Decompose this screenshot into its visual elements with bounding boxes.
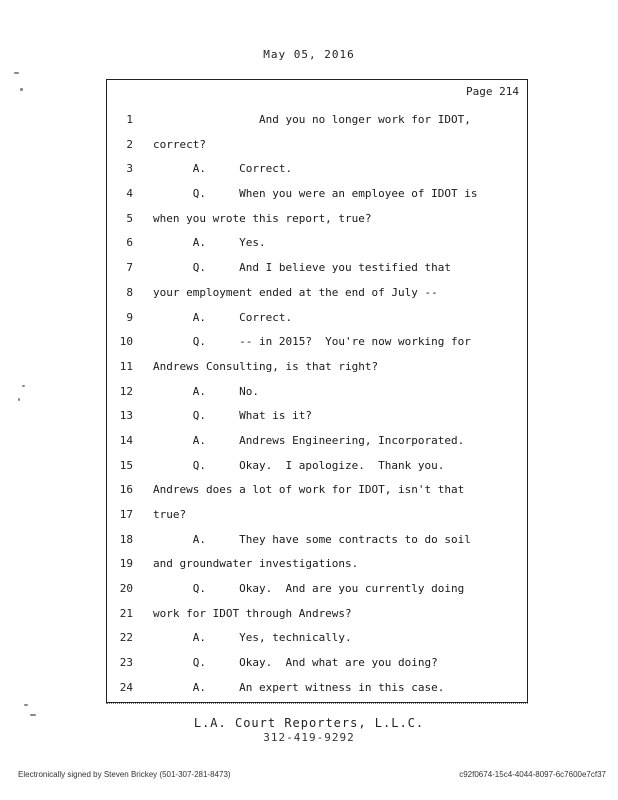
line-text: work for IDOT through Andrews? [153, 606, 352, 620]
transcript-line [107, 182, 527, 207]
line-text: Q. What is it? [153, 409, 312, 423]
line-number: 4 [126, 187, 133, 201]
line-text: Andrews Consulting, is that right? [153, 359, 379, 373]
transcript-line [107, 478, 527, 503]
line-text: Q. Okay. And are you currently doing [153, 582, 465, 596]
line-number: 18 [119, 532, 133, 546]
document-hash: c92f0674-15c4-4044-8097-6c7600e7cf37 [459, 770, 606, 779]
line-number: 7 [126, 261, 133, 275]
scan-speck [20, 88, 23, 91]
transcript-line [107, 330, 527, 355]
transcript-line [107, 355, 527, 380]
line-number: 24 [119, 680, 133, 694]
line-text: and groundwater investigations. [153, 557, 359, 571]
line-number: 8 [126, 285, 133, 299]
line-number: 16 [119, 483, 133, 497]
line-text: A. They have some contracts to do soil [153, 532, 471, 546]
reporter-phone: 312-419-9292 [263, 731, 355, 744]
transcript-line [107, 602, 527, 627]
line-text: Q. Okay. And what are you doing? [153, 656, 438, 670]
transcript-line [107, 552, 527, 577]
transcript-line [107, 404, 527, 429]
line-number: 17 [119, 508, 133, 521]
line-text: Q. Okay. I apologize. Thank you. [153, 458, 445, 472]
scan-speck [30, 714, 36, 716]
line-text: Q. And I believe you testified that [153, 261, 452, 275]
line-number: 19 [119, 557, 133, 571]
line-text: A. No. [153, 384, 259, 398]
electronic-signature-note: Electronically signed by Steven Brickey (501-307-281-8473) [18, 770, 231, 779]
line-text: A. Correct. [153, 310, 293, 324]
transcript-line [107, 626, 527, 651]
transcript-line [107, 256, 527, 281]
line-number: 9 [126, 310, 133, 324]
scan-speck [24, 704, 28, 706]
transcript-line [107, 157, 527, 182]
line-text: A. Correct. [153, 162, 293, 176]
transcript-line [107, 380, 527, 405]
transcript-line [107, 207, 527, 232]
transcript-frame [106, 79, 528, 703]
line-number: 12 [119, 384, 133, 398]
line-number: 10 [119, 335, 133, 349]
line-text: A. Andrews Engineering, Incorporated. [153, 433, 465, 447]
line-text: And you no longer work for IDOT, [153, 113, 471, 126]
transcript-line [107, 281, 527, 306]
page-number: Page 214 [466, 85, 519, 98]
line-number: 14 [119, 433, 133, 447]
scan-speck [22, 385, 25, 387]
deposition-date: May 05, 2016 [263, 48, 355, 61]
transcript-line [107, 108, 527, 133]
line-number: 1 [126, 113, 133, 126]
transcript-line [107, 676, 527, 701]
transcript-line [107, 306, 527, 331]
line-number: 20 [119, 582, 133, 596]
transcript-line [107, 528, 527, 553]
line-text: A. An expert witness in this case. [153, 680, 445, 694]
transcript-line [107, 651, 527, 676]
line-number: 6 [126, 236, 133, 250]
transcript-lines [107, 108, 527, 701]
line-number: 3 [126, 162, 133, 176]
line-text: A. Yes. [153, 236, 266, 250]
transcript-line [107, 429, 527, 454]
transcript-line [107, 503, 527, 528]
transcript-line [107, 231, 527, 256]
line-number: 15 [119, 458, 133, 472]
scan-speck [18, 398, 20, 401]
line-text: A. Yes, technically. [153, 631, 352, 645]
line-text: Andrews does a lot of work for IDOT, isn't that [153, 483, 465, 497]
line-text: your employment ended at the end of July -- [153, 285, 438, 299]
line-text: true? [153, 508, 187, 521]
transcript-line [107, 133, 527, 158]
transcript-line [107, 577, 527, 602]
line-number: 23 [119, 656, 133, 670]
frame-shadow [106, 703, 528, 706]
transcript-line [107, 454, 527, 479]
reporter-name: L.A. Court Reporters, L.L.C. [193, 716, 425, 730]
line-number: 5 [126, 211, 133, 225]
line-number: 2 [126, 137, 133, 151]
scan-speck [14, 72, 19, 74]
line-text: correct? [153, 137, 206, 151]
line-number: 22 [119, 631, 133, 645]
line-text: Q. When you were an employee of IDOT is [153, 187, 478, 201]
line-number: 13 [119, 409, 133, 423]
line-text: when you wrote this report, true? [153, 211, 372, 225]
line-number: 11 [119, 359, 133, 373]
line-number: 21 [119, 606, 133, 620]
line-text: Q. -- in 2015? You're now working for [153, 335, 471, 349]
